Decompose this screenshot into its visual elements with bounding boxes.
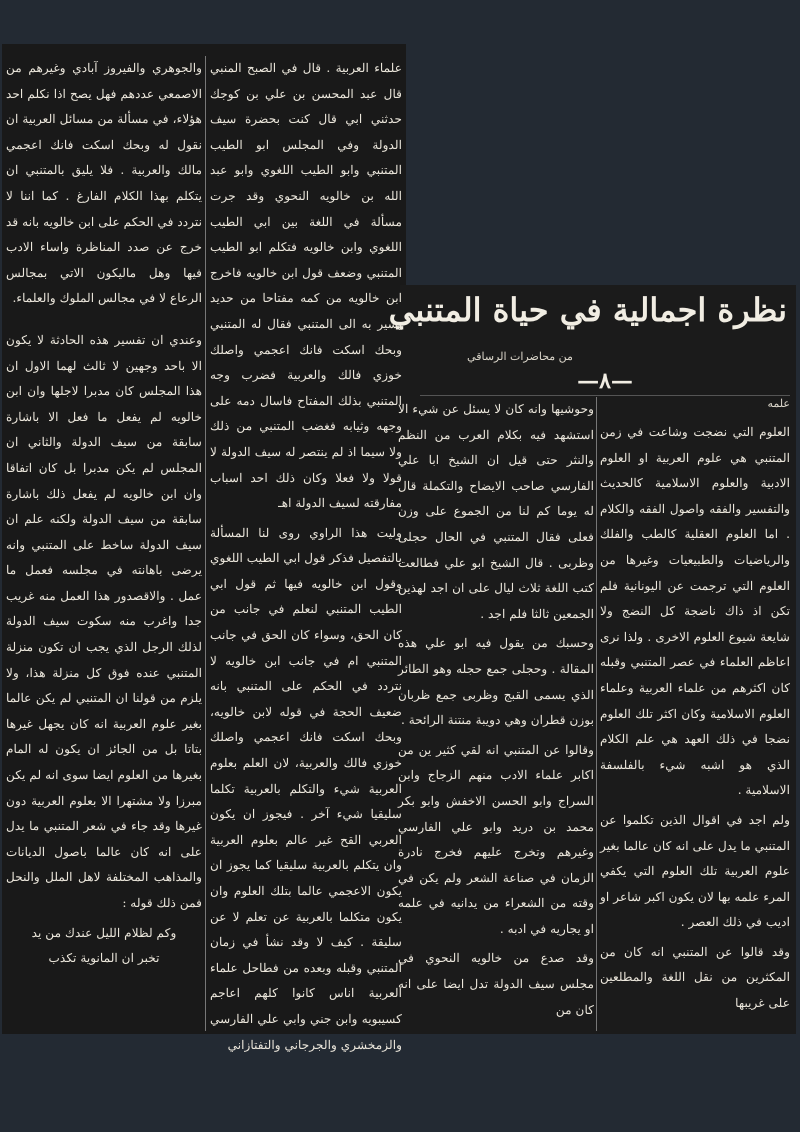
- article-column-4: [600, 420, 790, 1031]
- poem-verse: وكم لظلام الليل عندك من يد: [31, 925, 177, 940]
- paragraph: وحسبك من يقول فيه ابو علي هذه المقالة . وحجلى جمع حجله وهو الطائر الذي يسمى القبج وظربى جمع ظربان بوزن قطران وهي دويبة منتنة الرائحة .: [398, 636, 594, 728]
- paragraph: وحوشيها وانه كان لا يسئل عن شيء الا استشهد فيه بكلام العرب من النظم والنثر حتى قيل ان الشيخ ابا علي الفارسي صاحب الايضاح والتكملة قال له يوما كم لنا من الجموع على وزن فعلى فقال المتنبي في الحال حجلى وظربى . قال الشيخ ابو علي فطالعت كتب اللغة ثلاث ليال على ان اجد لهذين الجمعين ثالثا فلم اجد .: [398, 402, 594, 621]
- paragraph: وعندي ان تفسير هذه الحادثة لا يكون الا باحد وجهين لا ثالث لهما الاول ان هذا المجلس كان مدبرا لاجلها وان ابن خالويه لم يفعل ما فعل الا باشارة سابقة من سيف الدولة والثاني ان المجلس لم يكن مدبرا بل كان اتفاقا وان ابن خالويه لم يفعل ذلك باشارة سابقة من سيف الدولة ولكنه علم ان سيف الدولة ساخط على المتنبي وانه يرضى باهانته في مجلسه فعمل ما عمل . والاقصدور هذا العمل منه غريب جدا واغرب منه سكوت سيف الدولة لذلك الرجل الذي يجب ان تكون منزلة المتنبي عنده فوق كل منزلة هذا، ولا يلزم من قولنا ان المتنبي لم يكن عالما بغير علوم العربية انه كان يجهل غيرها بتاتا بل من الجائز ان يكون له المام بغيرها من العلوم ايضا سوى انه لم يكن مبرزا ولا مشتهرا الا بعلوم العربية دون غيرها وقد جاء في شعر المتنبي ما يدل على انه كان عالما باصول الديانات والمذاهب المختلفة لاهل الملل والنحل فمن ذلك قوله :: [6, 332, 202, 910]
- paragraph: العلوم التي نضجت وشاعت في زمن المتنبي هي علوم العربية او العلوم الادبية والعلوم الاسلامية كالحديث والتفسير والفقه واصول الفقه والكلام . اما العلوم العقلية كالطب والفلك والرياضيات والطبيعيات وغيرها من العلوم التي ترجمت عن اليونانية فلم تكن اذ ذاك ناضجة كل النضج ولا شايعة شيوع العلوم الاخرى . ولذا نرى اعاظم العلماء في عصر المتنبي وقبله كان اكثرهم من علماء العربية وعلماء العلوم الاسلامية وكان اكثر تلك العلوم نضجا في ذلك العهد هي علم الكلام الذي هو اشبه شيء بالفلسفة الاسلامية .: [600, 425, 790, 798]
- article-column-2: [210, 56, 402, 1052]
- title-underline: [420, 395, 790, 396]
- paragraph: وقالوا عن المتنبي انه لقي كثير ين من اكابر علماء الادب منهم الزجاج وابن السراج وابو الحسن الاخفش وابو بكر محمد بن دريد وابو علي الفارسي وغيرهم وتخرج عليهم فخرج نادرة الزمان في صناعة الشعر ولم يكن في وقته من الشعراء من يدانيه في علمه او يجاريه في ادبه .: [398, 742, 594, 936]
- paragraph: ولم اجد في اقوال الذين تكلموا عن المتنبي ما يدل على انه كان عالما بغير علوم العربية تلك العلوم التي يكفي المرء علمه بها لان يكون اكبر شاعر او اديب في ذلك العصر .: [600, 812, 790, 930]
- article-title: نظرة اجمالية في حياة المتنبي: [388, 291, 787, 329]
- paragraph: والجوهري والفيروز آبادي وغيرهم من الاصمعي عددهم فهل يصح اذا نكلم احد هؤلاء، في مسألة من مسائل العربية ان نقول له وبحك اسكت فانك اعجمي مالك والعربية . فلا يليق بالمتنبي ان يتكلم بهذا الكلام الفارغ . كما اننا لا نتردد في الحكم على ابن خالويه بانه قد خرج عن صدد المناظرة واساء الادب فيها وهل ماليكون الاتي بمجالس الرعاع لا في مجالس الملوك والعلماء.: [6, 61, 202, 306]
- column-divider: [596, 397, 597, 1031]
- paragraph: وقد قالوا عن المتنبي انه كان من المكثرين من نقل اللغة والمطلعين على غريبها: [600, 944, 790, 1011]
- poem-verse: تخبر ان المانوية تكذب: [48, 951, 160, 966]
- paragraph: علماء العربية . قال في الصبح المنبي قال عبد المحسن بن علي بن كوجك حدثني ابي قال كنت بحضرة سيف الدولة وفي المجلس ابو الطيب المتنبي وابو الطيب اللغوي وابو عبد الله بن خالويه النحوي وقد جرت مسألة في اللغة بين ابي الطيب اللغوي وابن خالويه فتكلم ابو الطيب المتنبي وضعف قول ابن خالويه فاخرج ابن خالويه من كمه مفتاحا من حديد يشير به الى المتنبي فقال له المتنبي وبحك اسكت فانك اعجمي واصلك خوزي فالك والعربية فضرب وجه المتنبي بذلك المفتاح فاسال دمه على وجهه وثيابه فغضب المتنبي من ذلك ولا سيما اذ لم ينتصر له سيف الدولة لا قولا ولا فعلا وكان ذلك احد اسباب مفارقته لسيف الدولة اهـ: [210, 61, 402, 511]
- section-heading: علمه: [767, 397, 790, 410]
- paragraph: وقد صدع من خالويه النحوي في مجلس سيف الدولة تدل ايضا على انه كان من: [398, 951, 594, 1017]
- column-divider: [205, 56, 206, 1031]
- article-column-3: [398, 397, 594, 1031]
- article-column-1: [6, 56, 202, 1031]
- paragraph: وليت هذا الراوي روى لنا المسألة بالتفصيل فذكر قول ابي الطيب اللغوي وقول ابن خالويه فيها ثم قول ابي الطيب المتنبي لنعلم في جانب من كان الحق، وسواء كان الحق في جانب المتنبي ام في جانب ابن خالويه لا نتردد في الحكم على المتنبي بانه ضعيف الحجة في قوله لابن خالويه، وبحك اسكت فانك اعجمي واصلك خوزي فالك والعربية، لان العلم بعلوم العربية شيء والتكلم بالعربية تكلما سليقيا شيء آخر . فيجوز ان يكون العربي القح غير عالم بعلوم العربية وان يتكلم بالعربية سليقيا كما يجوز ان يكون الاعجمي عالما بتلك العلوم وان يكون متكلما بالعربية عن تعلم لا عن سليقة . كيف لا وقد نشأ في زمان المتنبي وقبله وبعده من فطاحل علماء العربية اناس كانوا كلهم اعاجم كسيبويه وابن جني وابي علي الفارسي والزمخشري والجرجاني والتفتازاني: [210, 525, 402, 1052]
- part-number: —٨—: [577, 368, 633, 394]
- article-byline: من محاضرات الرساقي: [467, 350, 573, 363]
